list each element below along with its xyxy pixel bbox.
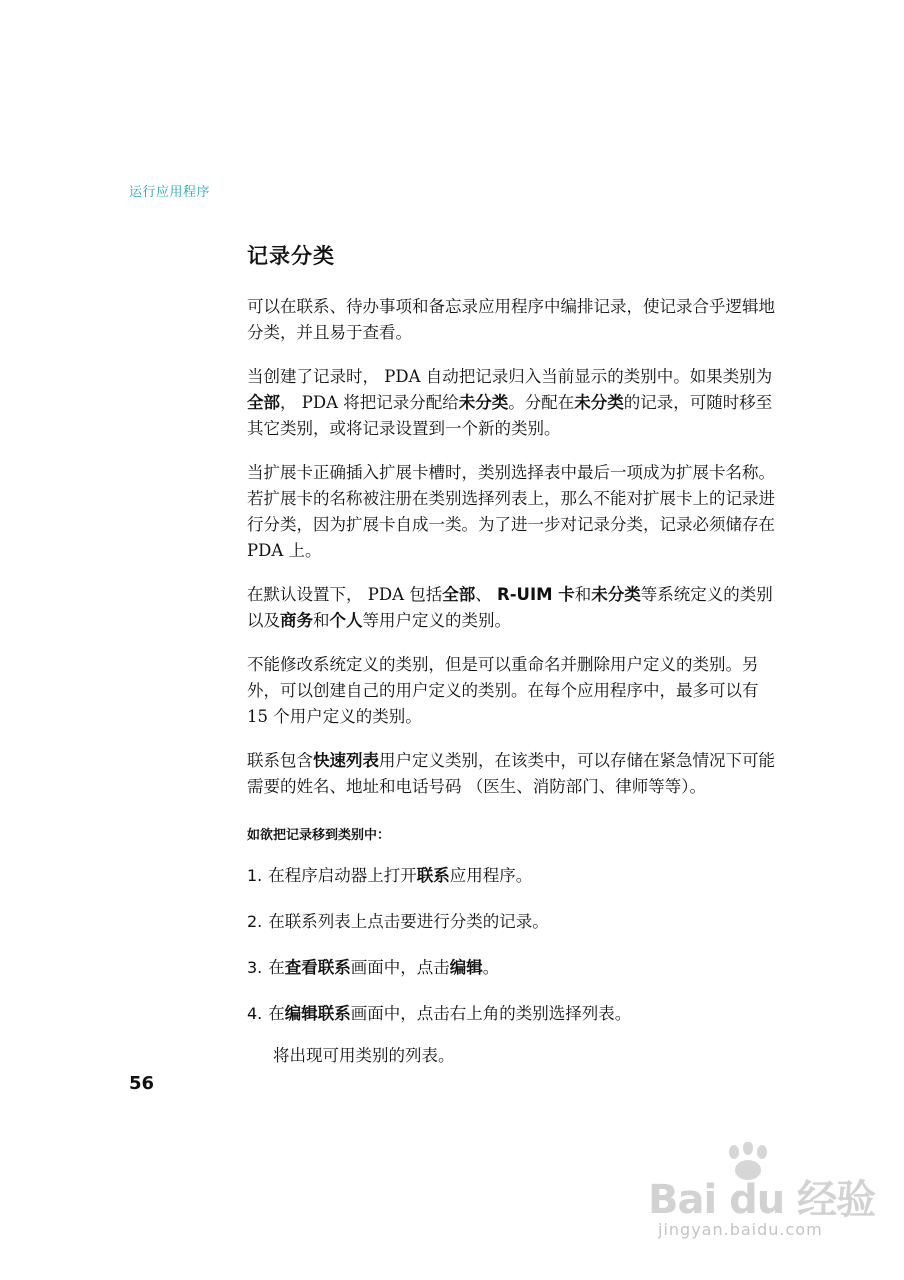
main-content: [247, 240, 782, 1069]
body-paragraph: [247, 582, 782, 634]
bold-term: 未分类: [591, 585, 641, 604]
bold-term: R-UIM 卡: [497, 585, 575, 604]
watermark-url: jingyan.baidu.com: [658, 1220, 823, 1239]
procedure-title: 如欲把记录移到类别中：: [247, 828, 391, 843]
procedure-step: [247, 909, 782, 935]
bold-term: 查看联系: [284, 958, 351, 977]
baidu-watermark: [640, 1140, 880, 1250]
body-paragraph: [247, 294, 782, 346]
procedure-steps: [247, 863, 782, 1027]
text-run: 在程序启动器上打开: [268, 866, 417, 885]
step-number: 3.: [247, 958, 263, 977]
text-run: 、: [475, 585, 497, 604]
text-run: 和: [313, 611, 330, 630]
text-run: 在: [268, 958, 285, 977]
text-run: 不能修改系统定义的类别，但是可以重命名并删除用户定义的类别。另外，可以创建自己的用户定义的类别。在每个应用程序中，最多可以有 15 个用户定义的类别。: [247, 655, 759, 726]
text-run: 用户定义类别，在该类中，可以存储在紧急情况下可能需要的姓名、地址和电话号码 （医生、消防部门、律师等等）。: [247, 751, 775, 796]
text-run: ， PDA 将把记录分配给: [280, 393, 459, 412]
body-paragraphs: [247, 294, 782, 800]
text-run: 的记录，可随时移至其它类别，或将记录设置到一个新的类别。: [247, 393, 773, 438]
text-run: 联系包含: [247, 751, 313, 770]
page-number: 56: [129, 1073, 155, 1094]
bold-term: 联系: [416, 866, 450, 885]
text-run: 在联系列表上点击要进行分类的记录。: [268, 912, 549, 931]
step-number: 4.: [247, 1004, 263, 1023]
text-run: 和: [574, 585, 592, 604]
watermark-brand: Bai du 经验: [648, 1177, 876, 1223]
procedure-step: [247, 863, 782, 889]
text-run: 当扩展卡正确插入扩展卡槽时，类别选择表中最后一项成为扩展卡名称。若扩展卡的名称被注册在类别选择列表上，那么不能对扩展卡上的记录进行分类，因为扩展卡自成一类。为了进一步对记录分类，记录必须储存在 PDA 上。: [247, 463, 775, 560]
step-number: 1.: [247, 866, 263, 885]
text-run: 在默认设置下， PDA 包括: [247, 585, 443, 604]
procedure-step: [247, 1001, 782, 1027]
text-run: 画面中，点击: [350, 958, 450, 977]
step-number: 2.: [247, 912, 263, 931]
procedure-step: [247, 955, 782, 981]
text-run: 画面中，点击右上角的类别选择列表。: [350, 1004, 632, 1023]
bold-term: 个人: [329, 611, 363, 630]
bold-term: 商务: [280, 611, 313, 630]
text-run: 可以在联系、待办事项和备忘录应用程序中编排记录，使记录合乎逻辑地分类，并且易于查看。: [247, 297, 775, 342]
bold-term: 快速列表: [313, 751, 379, 770]
section-title: 记录分类: [247, 244, 335, 268]
body-paragraph: [247, 364, 782, 442]
running-header: 运行应用程序: [129, 185, 211, 200]
bold-term: 未分类: [574, 393, 624, 412]
bold-term: 全部: [247, 393, 280, 412]
body-paragraph: [247, 748, 782, 800]
text-run: 当创建了记录时， PDA 自动把记录归入当前显示的类别中。如果类别为: [247, 367, 773, 386]
text-run: 应用程序。: [449, 866, 533, 885]
step-result: 将出现可用类别的列表。: [273, 1046, 455, 1065]
text-run: 在: [268, 1004, 285, 1023]
text-run: 。分配在: [508, 393, 575, 412]
bold-term: 编辑联系: [284, 1004, 351, 1023]
body-paragraph: [247, 460, 782, 564]
text-run: 等用户定义的类别。: [362, 611, 511, 630]
text-run: 。: [482, 958, 500, 977]
bold-term: 未分类: [458, 393, 509, 412]
text-run: 等系统定义的类别以及: [247, 585, 773, 630]
bold-term: 编辑: [449, 958, 483, 977]
bold-term: 全部: [442, 585, 476, 604]
body-paragraph: [247, 652, 782, 730]
